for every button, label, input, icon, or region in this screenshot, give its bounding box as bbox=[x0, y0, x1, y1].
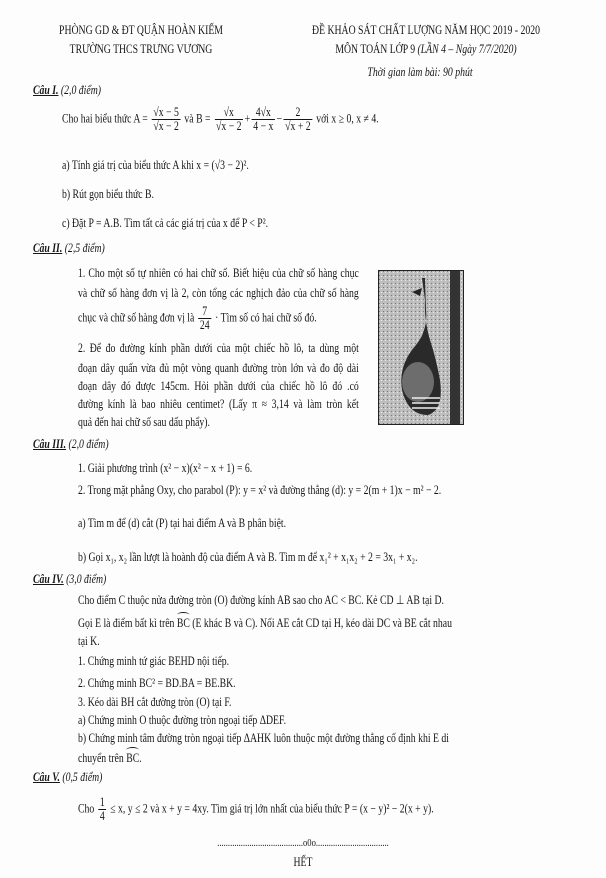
question-4-heading bbox=[33, 571, 106, 587]
text: Cho hai biểu thức bbox=[62, 111, 132, 126]
arc-bc: BC bbox=[176, 616, 190, 630]
q3-part-a: a) Tìm m để (d) cắt (P) tại hai điểm A và B phân biệt. bbox=[78, 516, 287, 530]
school-name: TRƯỜNG THCS TRƯNG VƯƠNG bbox=[69, 42, 213, 56]
text: − bbox=[276, 111, 283, 126]
question-label: Câu I. bbox=[33, 83, 59, 97]
question-points: (2,0 điểm) bbox=[68, 437, 109, 451]
question-points: (2,5 điểm) bbox=[64, 241, 105, 255]
question-points: (3,0 điểm) bbox=[66, 572, 107, 586]
question-5-heading bbox=[33, 769, 102, 785]
numerator: 1 bbox=[99, 795, 105, 809]
text: . bbox=[139, 751, 142, 765]
q4-line-3: tại K. bbox=[78, 634, 100, 648]
numerator: √x − 5 bbox=[153, 105, 179, 119]
question-points: (0,5 điểm) bbox=[62, 770, 103, 784]
q2-p2-line: 2. Để đo đường kính phần dưới của một chiếc hồ lô, ta dùng một bbox=[78, 341, 359, 355]
q2-p2-line: quả đến hai chữ số sau dấu phẩy). bbox=[78, 415, 211, 429]
exam-title: ĐỀ KHẢO SÁT CHẤT LƯỢNG NĂM HỌC 2019 - 2020 bbox=[312, 23, 540, 37]
q4-line-1: Cho điểm C thuộc nửa đường tròn (O) đường kính AB sao cho AC < BC. Kẻ CD ⊥ AB tại D. bbox=[78, 593, 444, 607]
q4-item-3b-cont bbox=[78, 750, 142, 766]
q1-part-a: a) Tính giá trị của biểu thức A khi x = (√3 − 2)². bbox=[62, 158, 249, 172]
denominator: √x − 2 bbox=[216, 119, 242, 133]
q4-item-2: 2. Chứng minh BC² = BD.BA = BE.BK. bbox=[78, 676, 236, 690]
text: ≤ x, y ≤ 2 và x + y = 4xy. Tìm giá trị lớn nhất của biểu thức P = (x − y)² − 2(x + y). bbox=[110, 801, 434, 816]
text: Cho bbox=[78, 801, 95, 816]
text: với x ≥ 0, x ≠ 4. bbox=[316, 111, 379, 126]
text: + bbox=[244, 111, 251, 126]
denominator: 4 − x bbox=[253, 119, 274, 133]
fraction-7-24 bbox=[198, 305, 211, 332]
fraction-B3 bbox=[284, 106, 313, 133]
text: (E khác B và C). Nối AE cắt CD tại H, kéo dài DC và BE cắt nhau bbox=[192, 616, 452, 630]
q2-p2-line: đoạn dây quấn vừa đủ một vòng quanh đường tròn lớn và đo độ dài bbox=[78, 361, 359, 375]
denominator: 24 bbox=[199, 318, 210, 332]
q4-item-3: 3. Kéo dài BH cắt đường tròn (O) tại F. bbox=[78, 695, 232, 709]
numerator: 4√x bbox=[252, 106, 275, 120]
q1-part-c: c) Đặt P = A.B. Tìm tất cả các giá trị của x để P < P². bbox=[62, 216, 269, 230]
q2-p1-line: 1. Cho một số tự nhiên có hai chữ số. Biết hiệu của chữ số hàng chục bbox=[78, 266, 359, 280]
arc-bc: BC bbox=[126, 751, 140, 765]
question-label: Câu V. bbox=[33, 770, 60, 784]
numerator: 7 bbox=[198, 305, 211, 319]
numerator: 2 bbox=[284, 106, 313, 120]
q2-p1-line: và chữ số hàng đơn vị là 2, còn tổng các nghịch đảo của chữ số hàng bbox=[78, 286, 359, 300]
fraction-B2 bbox=[252, 106, 275, 133]
q5-statement bbox=[78, 796, 434, 823]
question-3-heading bbox=[33, 436, 109, 452]
q3-line-1: 1. Giải phương trình (x² − x)(x² − x + 1) = 6. bbox=[78, 461, 253, 475]
department-name: PHÒNG GD & ĐT QUẬN HOÀN KIẾM bbox=[59, 23, 223, 37]
fraction-B1 bbox=[215, 106, 244, 133]
question-label: Câu III. bbox=[33, 437, 67, 451]
session: (LẦN 4 – Ngày 7/7/2020) bbox=[417, 42, 517, 56]
q3-line-2: 2. Trong mặt phẳng Oxy, cho parabol (P): y = x² và đường thẳng (d): y = 2(m + 1)x − m² − 2. bbox=[78, 483, 442, 497]
q2-p2-line: đoạn dây đó được 145cm. Hỏi phần dưới của chiếc hồ lô đó .có bbox=[78, 379, 359, 393]
end-separator: ........................................o0o.................................. bbox=[217, 837, 389, 849]
text: Gọi E là điểm bất kì trên bbox=[78, 616, 175, 630]
question-label: Câu IV. bbox=[33, 572, 64, 586]
time-allowed: Thời gian làm bài: 90 phút bbox=[367, 65, 473, 79]
denominator: √x + 2 bbox=[285, 119, 311, 133]
q1-expressions bbox=[62, 106, 379, 133]
question-points: (2,0 điểm) bbox=[60, 83, 101, 97]
text: A = bbox=[133, 111, 148, 126]
q2-p2-line: đường kính là bao nhiêu centimet? (Lấy π ≈ 3,14 và làm tròn kết bbox=[78, 397, 359, 411]
denominator: √x − 2 bbox=[153, 119, 179, 133]
end-label: HẾT bbox=[293, 855, 313, 869]
q1-part-b: b) Rút gọn biểu thức B. bbox=[62, 187, 154, 201]
text: chục và chữ số hàng đơn vị là bbox=[78, 310, 195, 325]
text: và bbox=[184, 111, 194, 126]
numerator: √x bbox=[215, 106, 244, 120]
subject: MÔN TOÁN LỚP 9 bbox=[335, 42, 416, 56]
q4-item-3b: b) Chứng minh tâm đường tròn ngoại tiếp ΔAHK luôn thuộc một đường thẳng cố định khi E di bbox=[78, 731, 449, 745]
question-2-heading bbox=[33, 240, 105, 256]
question-label: Câu II. bbox=[33, 241, 63, 255]
q4-item-3a: a) Chứng minh O thuộc đường tròn ngoại tiếp ΔDEF. bbox=[78, 713, 287, 727]
text: B = bbox=[196, 111, 211, 126]
question-1-heading bbox=[33, 82, 101, 98]
text: · Tìm số có hai chữ số đó. bbox=[215, 310, 317, 325]
text: chuyển trên bbox=[78, 751, 124, 765]
q4-line-2 bbox=[78, 615, 452, 631]
q3-part-b: b) Gọi x₁, x₂ lần lượt là hoành độ của điểm A và B. Tìm m để x₁² + x₁x₂ + 2 = 3x₁ + x₂. bbox=[78, 550, 418, 564]
exam-subject bbox=[293, 41, 558, 57]
denominator: 4 bbox=[99, 809, 105, 823]
q2-p1-line bbox=[78, 305, 317, 332]
fraction-1-4 bbox=[98, 796, 106, 823]
gourd-photo bbox=[378, 270, 464, 425]
fraction-A bbox=[152, 106, 181, 133]
q4-item-1: 1. Chứng minh tứ giác BEHD nội tiếp. bbox=[78, 654, 230, 668]
